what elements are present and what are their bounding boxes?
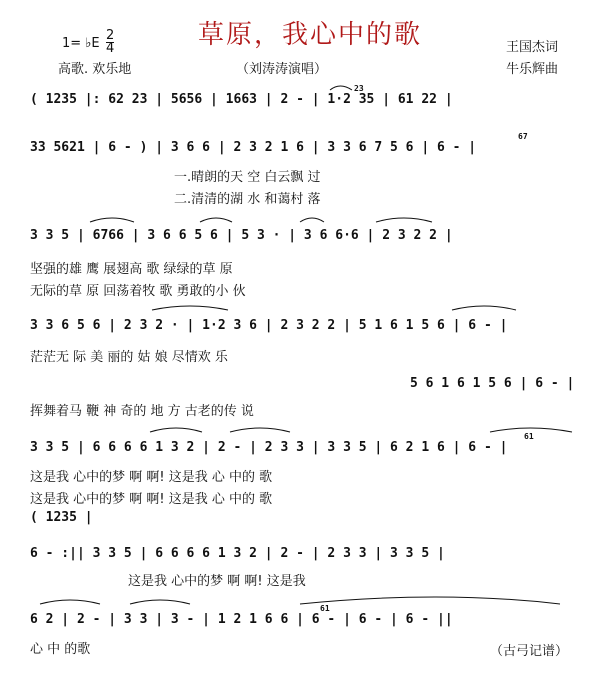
notation: ( 1235 |: 62 23 | 5656 | 1663 | 2 - | 1·2 35 | 61 22 | — [30, 92, 453, 107]
notation: 5 6 1 6 1 5 6 | 6 - | — [410, 376, 575, 391]
notation: 6 2 | 2 - | 3 3 | 3 - | 1 2 1 6 6 | 6 - | 6 - | 6 - || — [30, 612, 453, 627]
score-line-3 — [30, 228, 586, 250]
lyric-verse-1: 一.晴朗的天 空 白云飘 过 — [174, 170, 321, 185]
notation: 3 3 5 | 6766 | 3 6 6 5 6 | 5 3 · | 3 6 6·6 | 2 3 2 2 | — [30, 228, 453, 243]
lyric-verse-2: 挥舞着马 鞭 神 奇的 地 方 古老的传 说 — [30, 404, 254, 419]
key-signature: 1= ♭E — [62, 36, 100, 51]
score-line-7 — [30, 510, 586, 532]
lyric-verse-1: 这是我 心中的梦 啊 啊! 这是我 — [128, 574, 306, 589]
lyric-verse-1: 坚强的雄 鹰 展翅高 歌 绿绿的草 原 — [30, 262, 233, 277]
notation: 33 5621 | 6 - ) | 3 6 6 | 2 3 2 1 6 | 3 3 6 7 5 6 | 6 - | — [30, 140, 477, 155]
lyric-verse-2: 无际的草 原 回荡着牧 歌 勇敢的小 伙 — [30, 284, 246, 299]
lyric-verse-1: 心 中 的歌 — [30, 642, 91, 657]
score-line-2 — [30, 132, 586, 162]
notation: 6 - :|| 3 3 5 | 6 6 6 6 1 3 2 | 2 - | 2 3 3 | 3 3 5 | — [30, 546, 445, 561]
song-title: 草原，我心中的歌 — [197, 20, 422, 50]
score-line-8 — [30, 546, 586, 568]
notation: 3 3 6 5 6 | 2 3 2 · | 1·2 3 6 | 2 3 2 2 | 5 1 6 1 5 6 | 6 - | — [30, 318, 508, 333]
time-signature: 2 4 — [106, 28, 115, 56]
score-line-9 — [30, 604, 586, 634]
grace-note: 61 — [524, 432, 534, 441]
transcriber-credit: （古弓记谱） — [490, 644, 569, 659]
grace-note: 67 — [518, 132, 528, 141]
grace-note: 61 — [320, 604, 330, 613]
notation: 3 3 5 | 6 6 6 6 1 3 2 | 2 - | 2 3 3 | 3 3 5 | 6 2 1 6 | 6 - | — [30, 440, 508, 455]
notation: ( 1235 | — [30, 510, 93, 525]
tempo-marking: 高歌. 欢乐地 — [58, 62, 132, 77]
lyricist: 王国杰词 — [506, 40, 559, 55]
lyric-verse-1: 这是我 心中的梦 啊 啊! 这是我 心 中的 歌 — [30, 470, 273, 485]
performer: （刘涛涛演唱） — [236, 62, 328, 77]
score-line-4 — [30, 318, 586, 340]
grace-note: 23 — [354, 84, 364, 93]
lyric-verse-2: 二.清清的湖 水 和蔼村 落 — [174, 192, 321, 207]
lyric-verse-1: 茫茫无 际 美 丽的 姑 娘 尽情欢 乐 — [30, 350, 228, 365]
composer: 牛乐辉曲 — [506, 62, 559, 77]
score-line-5 — [410, 376, 586, 398]
score-line-1 — [30, 84, 586, 114]
score-line-6 — [30, 432, 586, 462]
lyric-verse-2: 这是我 心中的梦 啊 啊! 这是我 心 中的 歌 — [30, 492, 273, 507]
